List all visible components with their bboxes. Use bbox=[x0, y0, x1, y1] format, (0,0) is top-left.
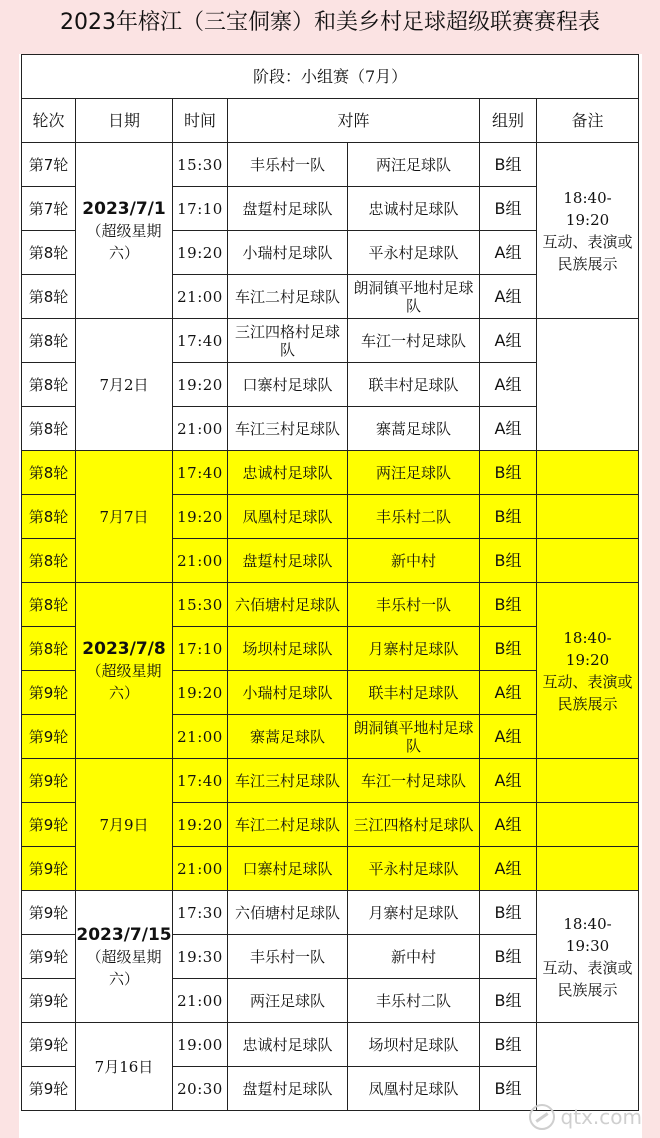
note-time2: 19:20 bbox=[565, 210, 610, 229]
date-cell bbox=[76, 583, 173, 759]
group-cell: A组 bbox=[480, 275, 537, 319]
time-cell: 21:00 bbox=[173, 407, 228, 451]
round-cell: 第8轮 bbox=[22, 451, 76, 495]
away-team-cell: 车江一村足球队 bbox=[348, 759, 480, 803]
home-team-cell: 场坝村足球队 bbox=[228, 627, 348, 671]
page-title: 2023年榕江（三宝侗寨）和美乡村足球超级联赛赛程表 bbox=[60, 10, 600, 35]
schedule-table bbox=[21, 54, 639, 1111]
date-note: （超级星期六） bbox=[86, 947, 162, 988]
round-cell: 第9轮 bbox=[22, 935, 76, 979]
away-team-cell: 丰乐村一队 bbox=[348, 583, 480, 627]
round-cell: 第9轮 bbox=[22, 847, 76, 891]
table-row bbox=[22, 891, 639, 935]
header-row bbox=[22, 99, 639, 143]
time-cell: 17:40 bbox=[173, 451, 228, 495]
header-group: 组别 bbox=[480, 99, 537, 143]
group-cell: B组 bbox=[480, 1023, 537, 1067]
note-time1: 18:40- bbox=[563, 188, 612, 207]
note-cell bbox=[537, 803, 639, 847]
away-team-cell: 联丰村足球队 bbox=[348, 363, 480, 407]
date-line: 7月2日 bbox=[99, 375, 149, 394]
time-cell: 19:00 bbox=[173, 1023, 228, 1067]
date-line: 2023/7/1 bbox=[82, 198, 166, 219]
date-cell bbox=[76, 143, 173, 319]
group-cell: B组 bbox=[480, 891, 537, 935]
note-cell bbox=[537, 143, 639, 319]
note-cell bbox=[537, 847, 639, 891]
group-cell: B组 bbox=[480, 1067, 537, 1111]
header-time: 时间 bbox=[173, 99, 228, 143]
time-cell: 19:20 bbox=[173, 671, 228, 715]
note-cell bbox=[537, 539, 639, 583]
home-team-cell: 盘踅村足球队 bbox=[228, 187, 348, 231]
note-time2: 19:30 bbox=[565, 936, 610, 955]
home-team-cell: 忠诚村足球队 bbox=[228, 451, 348, 495]
away-team-cell: 平永村足球队 bbox=[348, 847, 480, 891]
home-team-cell: 三江四格村足球队 bbox=[228, 319, 348, 363]
away-team-cell: 月寨村足球队 bbox=[348, 891, 480, 935]
stage-label: 阶段：小组赛（7月） bbox=[22, 55, 639, 99]
round-cell: 第8轮 bbox=[22, 231, 76, 275]
home-team-cell: 两汪足球队 bbox=[228, 979, 348, 1023]
away-team-cell: 新中村 bbox=[348, 539, 480, 583]
note-cell bbox=[537, 583, 639, 759]
table-row bbox=[22, 583, 639, 627]
date-note: （超级星期六） bbox=[86, 221, 162, 262]
away-team-cell: 凤凰村足球队 bbox=[348, 1067, 480, 1111]
round-cell: 第9轮 bbox=[22, 803, 76, 847]
note-cell bbox=[537, 759, 639, 803]
away-team-cell: 新中村 bbox=[348, 935, 480, 979]
note-cell bbox=[537, 891, 639, 1023]
time-cell: 19:20 bbox=[173, 803, 228, 847]
group-cell: B组 bbox=[480, 935, 537, 979]
group-cell: B组 bbox=[480, 627, 537, 671]
time-cell: 17:40 bbox=[173, 319, 228, 363]
table-row bbox=[22, 451, 639, 495]
round-cell: 第8轮 bbox=[22, 627, 76, 671]
header-date: 日期 bbox=[76, 99, 173, 143]
time-cell: 17:30 bbox=[173, 891, 228, 935]
group-cell: B组 bbox=[480, 187, 537, 231]
home-team-cell: 盘踅村足球队 bbox=[228, 1067, 348, 1111]
time-cell: 21:00 bbox=[173, 275, 228, 319]
table-row bbox=[22, 759, 639, 803]
note-cell bbox=[537, 1023, 639, 1111]
time-cell: 19:20 bbox=[173, 231, 228, 275]
group-cell: B组 bbox=[480, 143, 537, 187]
home-team-cell: 小瑞村足球队 bbox=[228, 671, 348, 715]
away-team-cell: 两汪足球队 bbox=[348, 143, 480, 187]
time-cell: 17:40 bbox=[173, 759, 228, 803]
away-team-cell: 朗洞镇平地村足球队 bbox=[348, 275, 480, 319]
round-cell: 第8轮 bbox=[22, 495, 76, 539]
time-cell: 21:00 bbox=[173, 715, 228, 759]
group-cell: A组 bbox=[480, 671, 537, 715]
header-round: 轮次 bbox=[22, 99, 76, 143]
home-team-cell: 丰乐村一队 bbox=[228, 935, 348, 979]
watermark bbox=[529, 1104, 642, 1130]
away-team-cell: 场坝村足球队 bbox=[348, 1023, 480, 1067]
table-row bbox=[22, 143, 639, 187]
time-cell: 21:00 bbox=[173, 979, 228, 1023]
header-matchup: 对阵 bbox=[228, 99, 480, 143]
group-cell: A组 bbox=[480, 407, 537, 451]
round-cell: 第8轮 bbox=[22, 363, 76, 407]
note-text: 互动、表演或民族展示 bbox=[542, 958, 633, 999]
round-cell: 第8轮 bbox=[22, 407, 76, 451]
time-cell: 19:30 bbox=[173, 935, 228, 979]
away-team-cell: 联丰村足球队 bbox=[348, 671, 480, 715]
group-cell: A组 bbox=[480, 715, 537, 759]
note-time2: 19:20 bbox=[565, 650, 610, 669]
time-cell: 20:30 bbox=[173, 1067, 228, 1111]
table-row bbox=[22, 319, 639, 363]
group-cell: B组 bbox=[480, 979, 537, 1023]
home-team-cell: 口寨村足球队 bbox=[228, 363, 348, 407]
time-cell: 19:20 bbox=[173, 495, 228, 539]
date-line: 2023/7/8 bbox=[82, 638, 166, 659]
round-cell: 第8轮 bbox=[22, 275, 76, 319]
home-team-cell: 小瑞村足球队 bbox=[228, 231, 348, 275]
round-cell: 第9轮 bbox=[22, 1067, 76, 1111]
away-team-cell: 丰乐村二队 bbox=[348, 979, 480, 1023]
date-line: 7月7日 bbox=[99, 507, 149, 526]
round-cell: 第9轮 bbox=[22, 891, 76, 935]
home-team-cell: 口寨村足球队 bbox=[228, 847, 348, 891]
group-cell: B组 bbox=[480, 583, 537, 627]
header-note: 备注 bbox=[537, 99, 639, 143]
time-cell: 19:20 bbox=[173, 363, 228, 407]
date-line: 7月9日 bbox=[99, 815, 149, 834]
group-cell: A组 bbox=[480, 363, 537, 407]
home-team-cell: 忠诚村足球队 bbox=[228, 1023, 348, 1067]
time-cell: 17:10 bbox=[173, 187, 228, 231]
group-cell: A组 bbox=[480, 803, 537, 847]
date-cell bbox=[76, 319, 173, 451]
home-team-cell: 车江三村足球队 bbox=[228, 759, 348, 803]
date-cell bbox=[76, 451, 173, 583]
date-cell bbox=[76, 759, 173, 891]
time-cell: 15:30 bbox=[173, 583, 228, 627]
watermark-logo-icon bbox=[529, 1104, 555, 1130]
date-line: 2023/7/15 bbox=[76, 924, 172, 945]
round-cell: 第9轮 bbox=[22, 715, 76, 759]
date-cell bbox=[76, 1023, 173, 1111]
group-cell: A组 bbox=[480, 759, 537, 803]
home-team-cell: 寨蒿足球队 bbox=[228, 715, 348, 759]
away-team-cell: 月寨村足球队 bbox=[348, 627, 480, 671]
away-team-cell: 朗洞镇平地村足球队 bbox=[348, 715, 480, 759]
time-cell: 21:00 bbox=[173, 539, 228, 583]
date-cell bbox=[76, 891, 173, 1023]
group-cell: B组 bbox=[480, 451, 537, 495]
date-note: （超级星期六） bbox=[86, 661, 162, 702]
note-text: 互动、表演或民族展示 bbox=[542, 672, 633, 713]
round-cell: 第7轮 bbox=[22, 187, 76, 231]
away-team-cell: 车江一村足球队 bbox=[348, 319, 480, 363]
group-cell: B组 bbox=[480, 495, 537, 539]
note-time1: 18:40- bbox=[563, 914, 612, 933]
round-cell: 第9轮 bbox=[22, 671, 76, 715]
away-team-cell: 三江四格村足球队 bbox=[348, 803, 480, 847]
note-cell bbox=[537, 495, 639, 539]
round-cell: 第8轮 bbox=[22, 319, 76, 363]
round-cell: 第9轮 bbox=[22, 759, 76, 803]
table-row bbox=[22, 1023, 639, 1067]
note-time1: 18:40- bbox=[563, 628, 612, 647]
round-cell: 第8轮 bbox=[22, 583, 76, 627]
home-team-cell: 车江二村足球队 bbox=[228, 803, 348, 847]
date-line: 7月16日 bbox=[94, 1057, 154, 1076]
home-team-cell: 丰乐村一队 bbox=[228, 143, 348, 187]
note-cell bbox=[537, 319, 639, 451]
round-cell: 第9轮 bbox=[22, 979, 76, 1023]
home-team-cell: 盘踅村足球队 bbox=[228, 539, 348, 583]
away-team-cell: 丰乐村二队 bbox=[348, 495, 480, 539]
away-team-cell: 忠诚村足球队 bbox=[348, 187, 480, 231]
time-cell: 17:10 bbox=[173, 627, 228, 671]
note-text: 互动、表演或民族展示 bbox=[542, 232, 633, 273]
group-cell: A组 bbox=[480, 847, 537, 891]
round-cell: 第8轮 bbox=[22, 539, 76, 583]
round-cell: 第9轮 bbox=[22, 1023, 76, 1067]
home-team-cell: 六佰塘村足球队 bbox=[228, 891, 348, 935]
note-cell bbox=[537, 451, 639, 495]
home-team-cell: 车江三村足球队 bbox=[228, 407, 348, 451]
time-cell: 15:30 bbox=[173, 143, 228, 187]
group-cell: A组 bbox=[480, 231, 537, 275]
away-team-cell: 平永村足球队 bbox=[348, 231, 480, 275]
time-cell: 21:00 bbox=[173, 847, 228, 891]
group-cell: A组 bbox=[480, 319, 537, 363]
home-team-cell: 六佰塘村足球队 bbox=[228, 583, 348, 627]
round-cell: 第7轮 bbox=[22, 143, 76, 187]
away-team-cell: 寨蒿足球队 bbox=[348, 407, 480, 451]
home-team-cell: 车江二村足球队 bbox=[228, 275, 348, 319]
watermark-text: qtx.com bbox=[560, 1105, 642, 1129]
group-cell: B组 bbox=[480, 539, 537, 583]
away-team-cell: 两汪足球队 bbox=[348, 451, 480, 495]
home-team-cell: 凤凰村足球队 bbox=[228, 495, 348, 539]
